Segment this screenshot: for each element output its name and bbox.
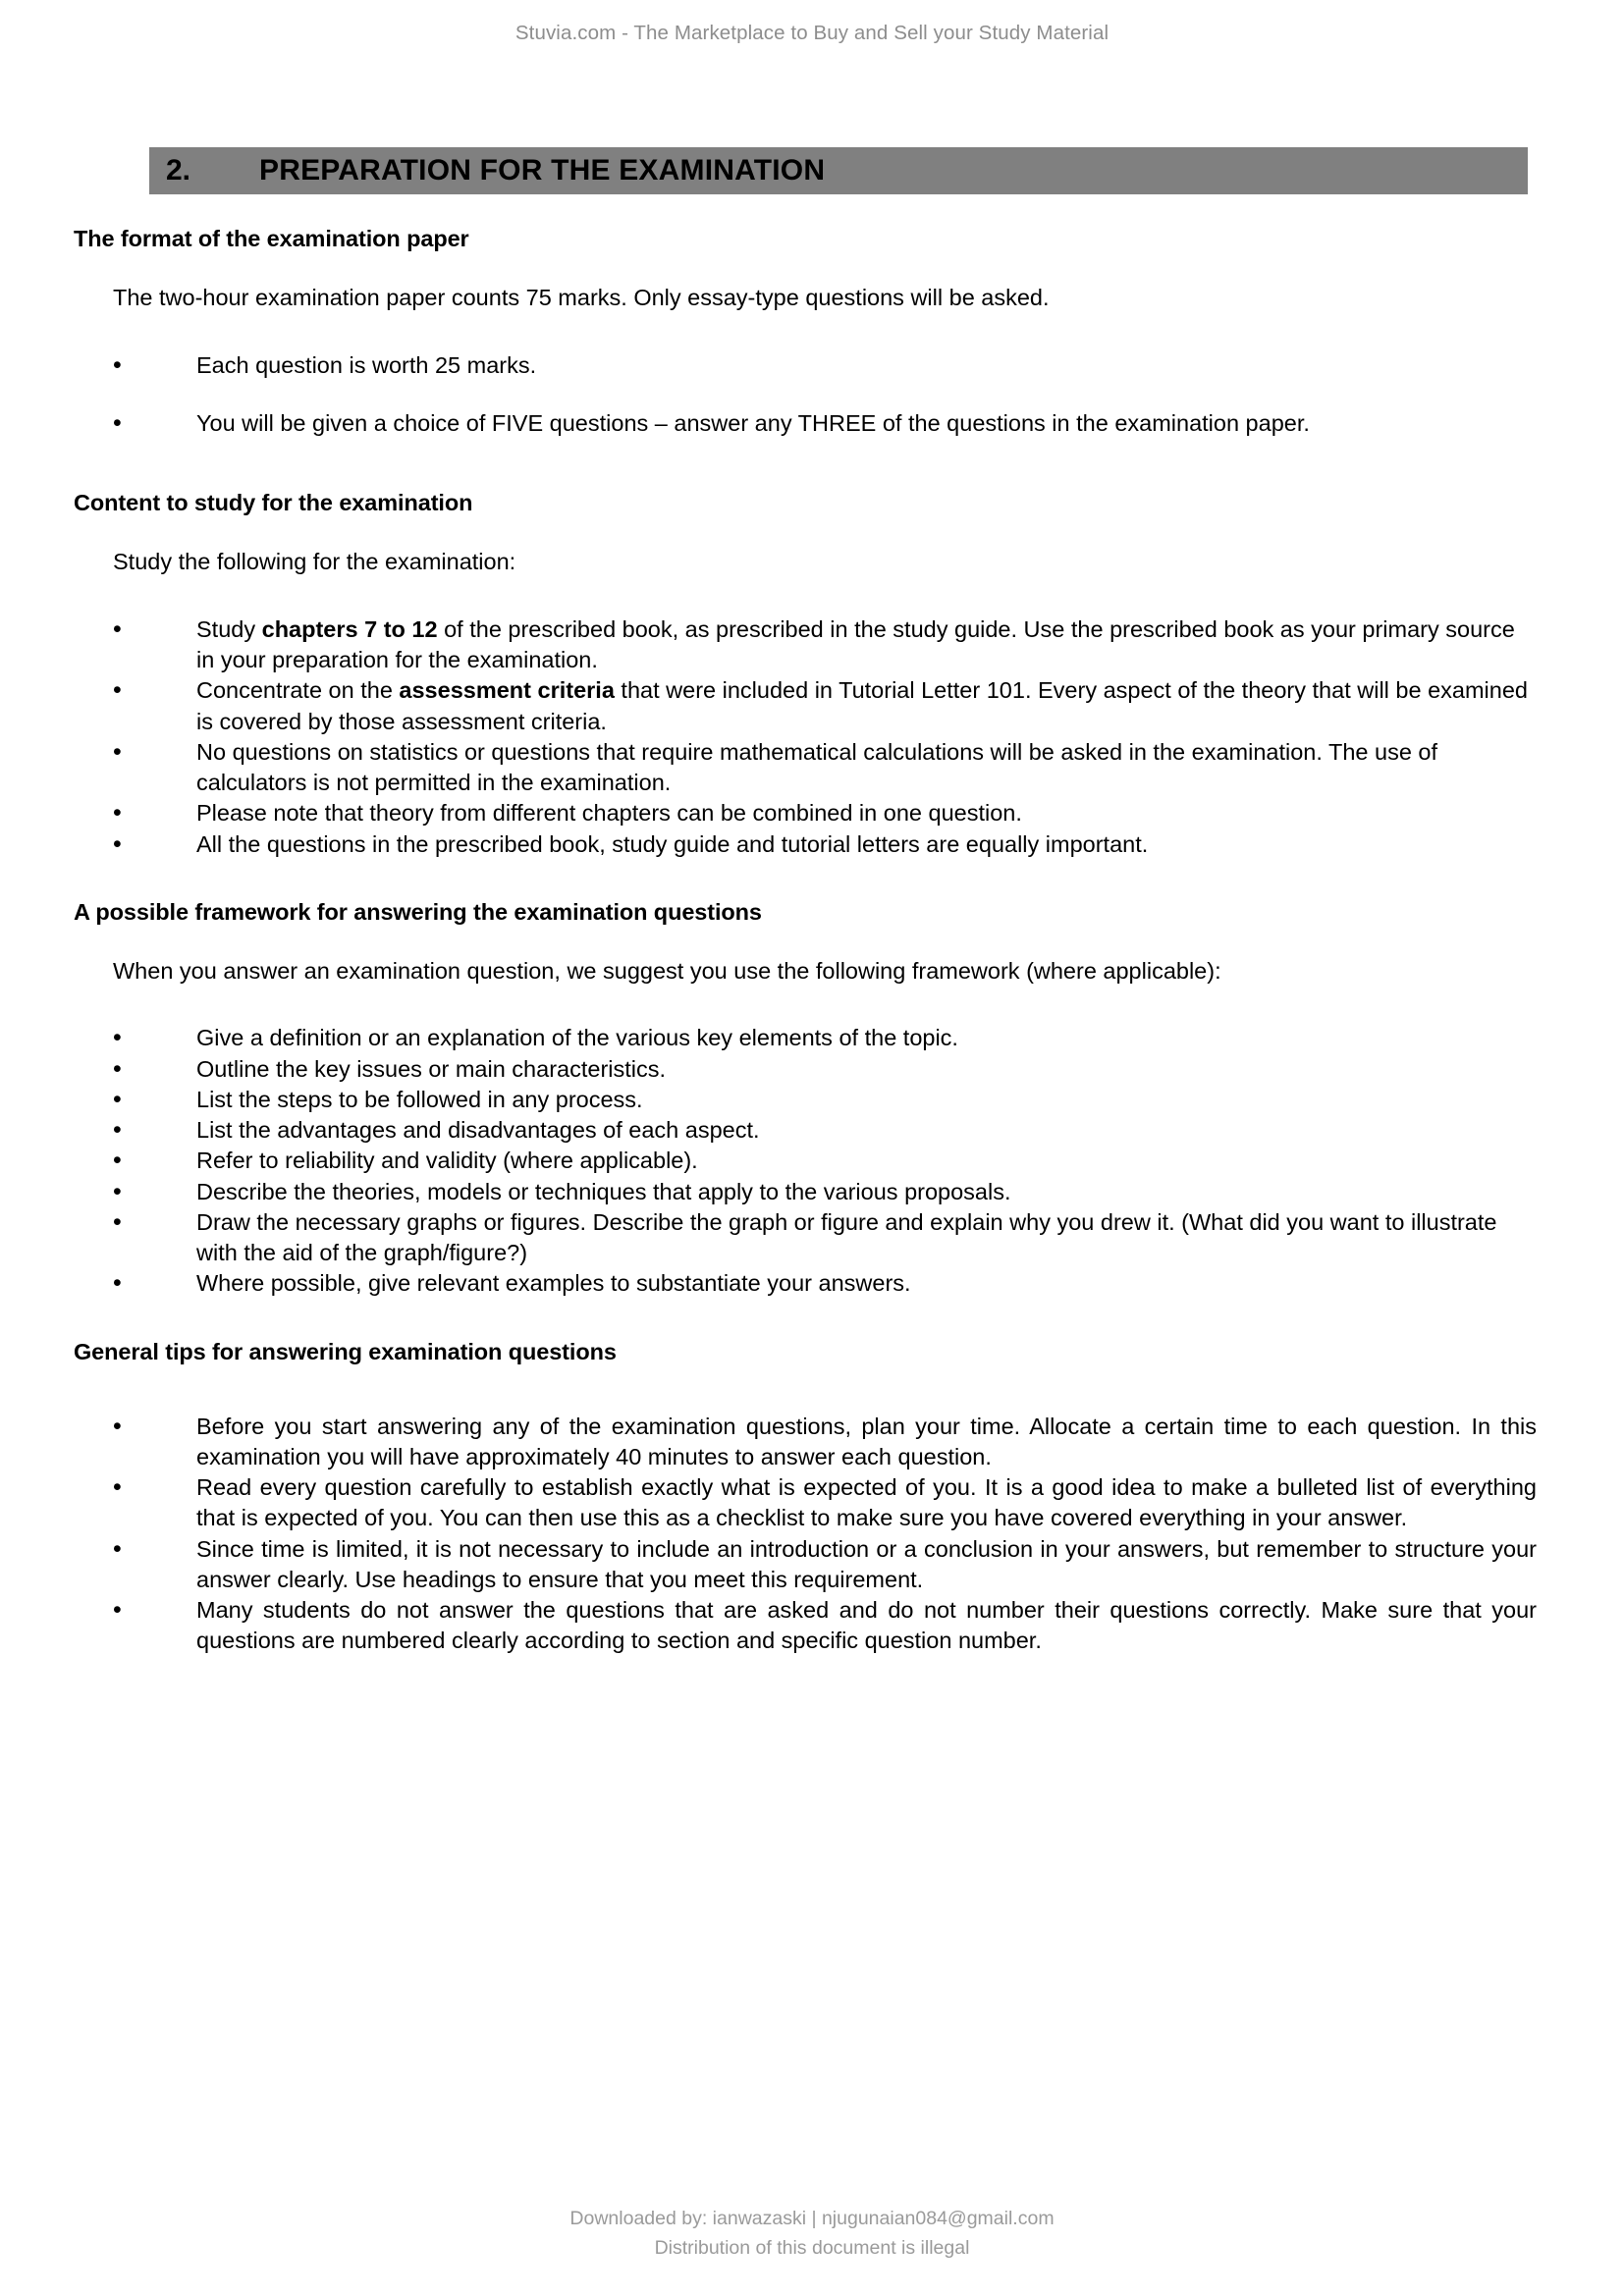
- list-item: • Each question is worth 25 marks.: [74, 350, 1537, 381]
- list-item-text-bold: assessment criteria: [399, 677, 615, 704]
- footer-downloaded-by: Downloaded by: ianwazaski | njugunaian084@gmail.com: [569, 2208, 1055, 2229]
- section-number: 2.: [166, 154, 191, 187]
- heading-general-tips: General tips for answering examination questions: [74, 1338, 617, 1364]
- list-item-text-post: of the prescribed book, as prescribed in the study guide. Use the prescribed book as your primary source in your preparation for the examination.: [196, 615, 1515, 672]
- list-item: • Describe the theories, models or techniques that apply to the various proposals.: [74, 1177, 1537, 1207]
- document-footer: [0, 2204, 1624, 2263]
- paragraph-content-intro: Study the following for the examination:: [113, 549, 516, 575]
- list-item: • Draw the necessary graphs or figures. Describe the graph or figure and explain why you drew it. (What did you want to illustrate with the aid of the graph/figure?): [74, 1207, 1537, 1269]
- list-item-text-pre: Study: [196, 615, 262, 642]
- list-item-text-pre: No questions on statistics or questions that require mathematical calculations will be asked in the examination. The use of calculators is not permitted in the examination.: [196, 738, 1438, 795]
- list-item: • Where possible, give relevant examples to substantiate your answers.: [74, 1268, 1537, 1299]
- list-item-text-pre: Please note that theory from different chapters can be combined in one question.: [196, 800, 1022, 827]
- list-item: • Give a definition or an explanation of the various key elements of the topic.: [74, 1023, 1537, 1053]
- list-format-bullets: [74, 350, 1537, 440]
- list-framework-bullets: [74, 1023, 1537, 1299]
- list-item: • Before you start answering any of the examination questions, plan your time. Allocate a certain time to each question. In this examination you will have approximately 40 minutes to answer each question.: [74, 1412, 1537, 1473]
- heading-possible-framework: A possible framework for answering the examination questions: [74, 898, 762, 925]
- section-banner: [149, 147, 1528, 194]
- list-item: [74, 614, 1537, 676]
- document-content: [74, 224, 1537, 1657]
- stuvia-watermark-header: Stuvia.com - The Marketplace to Buy and Sell your Study Material: [514, 22, 1110, 44]
- list-item: • You will be given a choice of FIVE questions – answer any THREE of the questions in the examination paper.: [74, 408, 1537, 439]
- list-item: • Outline the key issues or main characteristics.: [74, 1054, 1537, 1085]
- list-item: • List the advantages and disadvantages of each aspect.: [74, 1115, 1537, 1146]
- list-item: • List the steps to be followed in any process.: [74, 1085, 1537, 1115]
- list-item: • Refer to reliability and validity (where applicable).: [74, 1146, 1537, 1176]
- footer-distribution-notice: Distribution of this document is illegal: [654, 2237, 970, 2260]
- list-item: [74, 798, 1537, 828]
- heading-format-of-paper: The format of the examination paper: [74, 226, 469, 251]
- list-item-text-bold: chapters 7 to 12: [261, 615, 438, 642]
- list-general-tips-bullets: [74, 1412, 1537, 1657]
- list-item: [74, 675, 1537, 737]
- section-title: PREPARATION FOR THE EXAMINATION: [259, 154, 826, 187]
- list-item: • Many students do not answer the questions that are asked and do not number their questions correctly. Make sure that your questions are numbered clearly according to section and specific question number.: [74, 1595, 1537, 1657]
- list-item: [74, 737, 1537, 799]
- list-item: • Since time is limited, it is not necessary to include an introduction or a conclusion in your answers, but remember to structure your answer clearly. Use headings to ensure that you meet this requirement.: [74, 1534, 1537, 1596]
- list-content-bullets: [74, 614, 1537, 860]
- list-item: • Read every question carefully to establish exactly what is expected of you. It is a good idea to make a bulleted list of everything that is expected of you. You can then use this as a checklist to make sure you have covered everything in your answer.: [74, 1472, 1537, 1534]
- list-item-text-post: that were included in Tutorial Letter 101. Every aspect of the theory that will be examined is covered by those assessment criteria.: [196, 677, 1528, 734]
- paragraph-format-intro: The two-hour examination paper counts 75 marks. Only essay-type questions will be asked.: [113, 285, 1050, 311]
- list-item: [74, 829, 1537, 860]
- heading-content-to-study: Content to study for the examination: [74, 490, 473, 516]
- list-item-text-pre: All the questions in the prescribed book, study guide and tutorial letters are equally important.: [196, 830, 1149, 857]
- paragraph-framework-intro: When you answer an examination question, we suggest you use the following framework (where applicable):: [113, 957, 1221, 984]
- list-item-text-pre: Concentrate on the: [196, 677, 400, 704]
